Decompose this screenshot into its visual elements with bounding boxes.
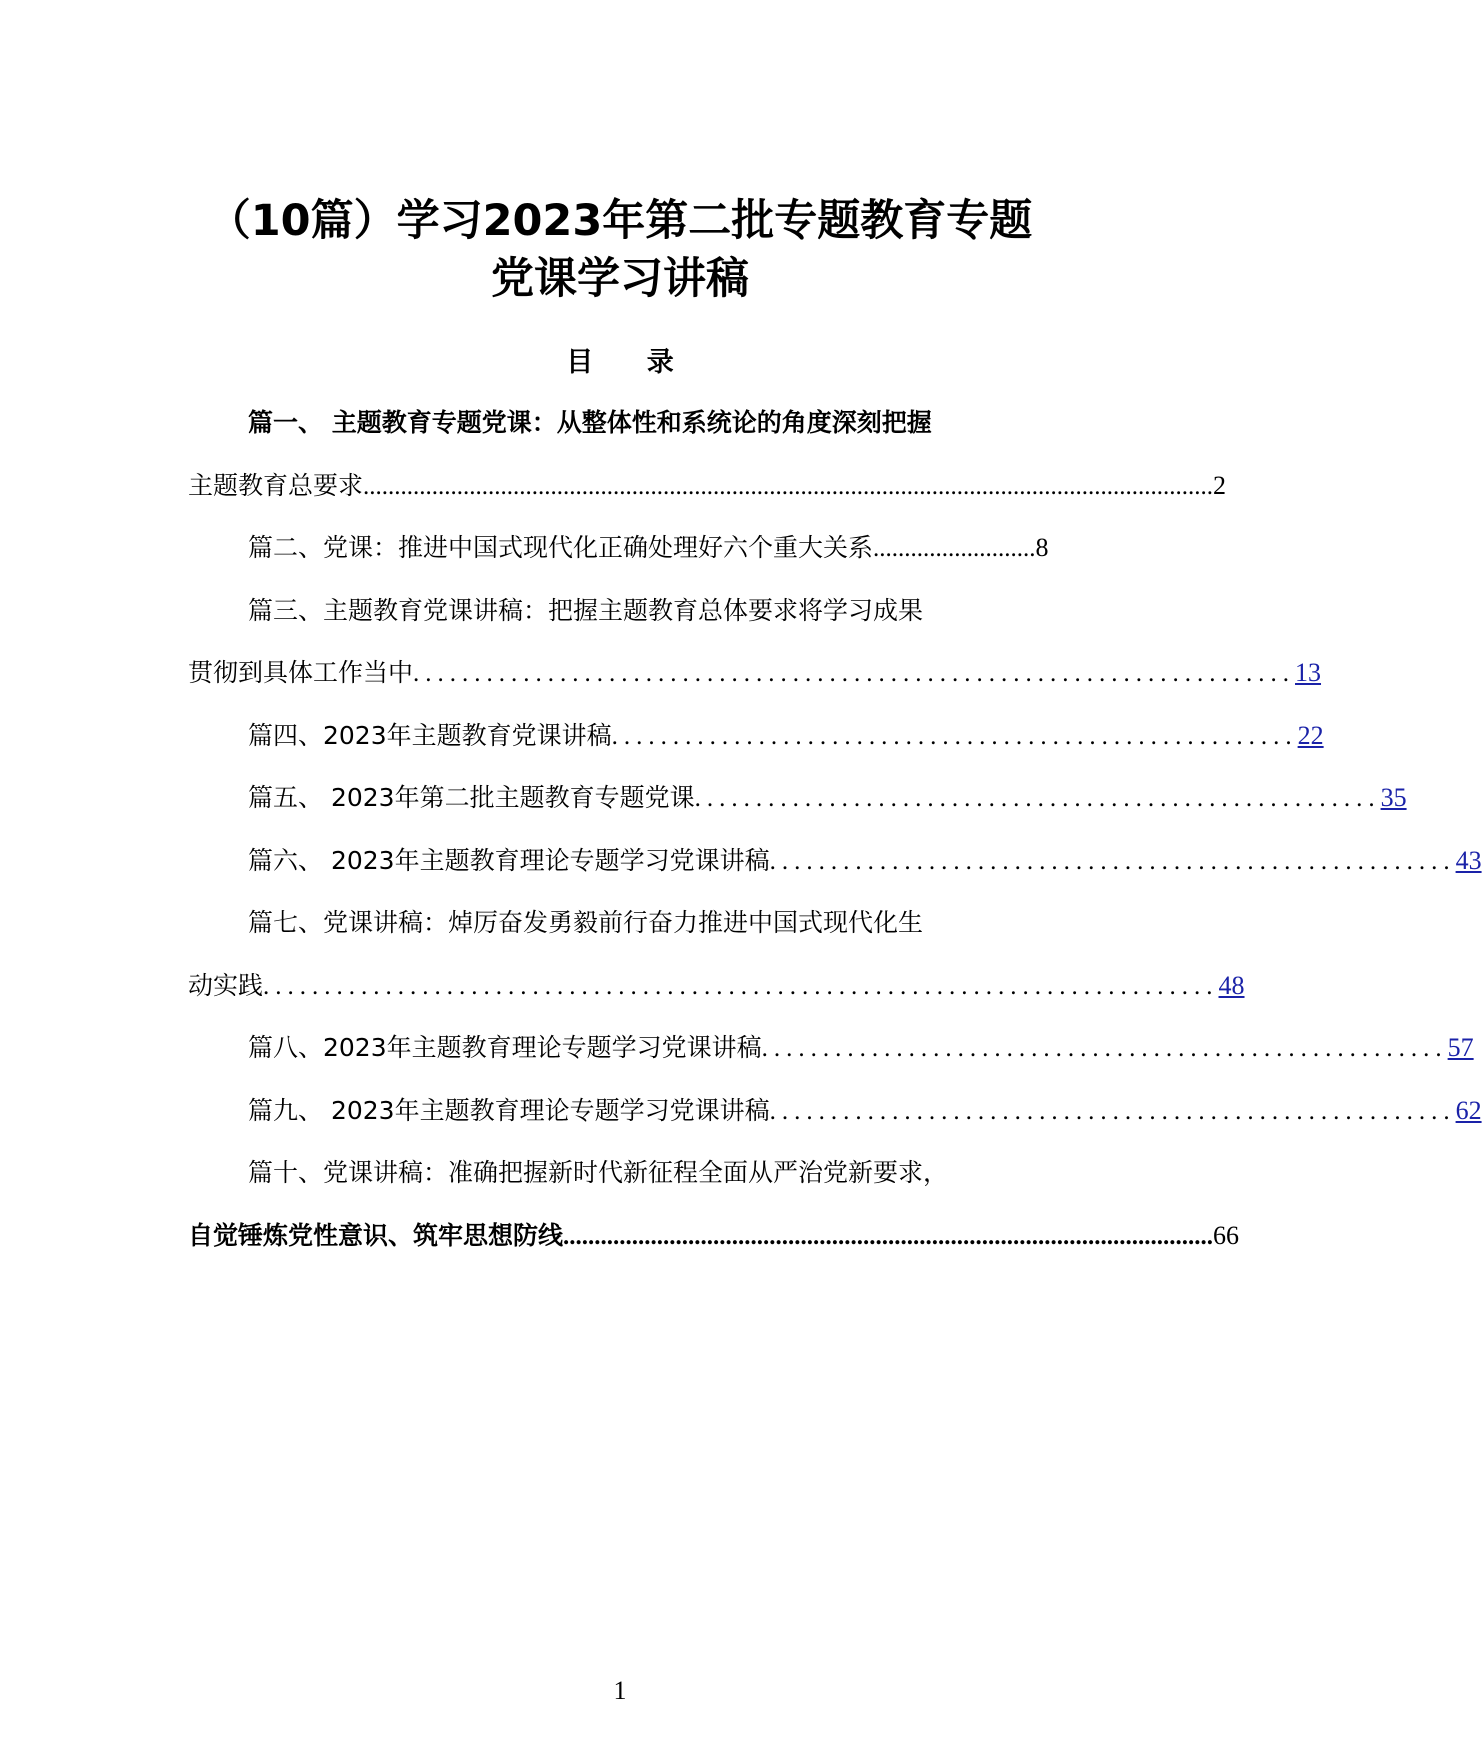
toc-entry-text: 篇一、 主题教育专题党课：从整体性和系统论的角度深刻把握	[248, 408, 932, 437]
toc-page-link[interactable]: 62	[1455, 1096, 1482, 1125]
document-title-line-1: （10篇）学习2023年第二批专题教育专题	[207, 196, 1033, 246]
toc-page-link[interactable]: 48	[1218, 971, 1245, 1000]
toc-entry-3-line-2[interactable]	[188, 653, 1322, 693]
toc-page-link[interactable]: 13	[1295, 658, 1322, 687]
toc-entry-text: 篇三、主题教育党课讲稿：把握主题教育总体要求将学习成果	[248, 596, 924, 625]
document-title-line-2: 党课学习讲稿	[491, 254, 749, 304]
toc-page-link[interactable]: 57	[1447, 1033, 1474, 1062]
toc-entry-text: 篇七、党课讲稿：焯厉奋发勇毅前行奋力推进中国式现代化生	[248, 908, 924, 937]
toc-entry-text: 主题教育总要求	[188, 471, 364, 500]
toc-entry-2[interactable]	[248, 528, 1049, 568]
toc-entry-text: 自觉锤炼党性意识、筑牢思想防线	[188, 1221, 564, 1250]
toc-entry-text: 篇八、2023年主题教育理论专题学习党课讲稿	[248, 1033, 762, 1062]
toc-entry-10-line-1[interactable]	[248, 1153, 1048, 1193]
toc-leader-dots: ........................................................................................................................................	[363, 473, 1214, 500]
toc-entry-text: 篇六、 2023年主题教育理论专题学习党课讲稿	[248, 846, 770, 875]
toc-entry-1-line-1[interactable]	[248, 403, 1038, 443]
toc-entry-text: 动实践	[188, 971, 264, 1000]
toc-entry-text: 篇十、党课讲稿：准确把握新时代新征程全面从严治党新要求，	[248, 1158, 949, 1187]
toc-entry-6[interactable]	[248, 841, 1482, 881]
toc-page-number: 2	[1213, 471, 1227, 500]
toc-entry-8[interactable]	[248, 1028, 1474, 1068]
toc-entry-9[interactable]	[248, 1091, 1482, 1131]
toc-heading: 目 录	[566, 347, 696, 378]
toc-leader-dots: ........................................................	[611, 723, 1298, 750]
toc-leader-dots: ..............................................................................	[263, 973, 1219, 1000]
toc-leader-dots: ........................................................	[694, 785, 1381, 812]
toc-entry-5[interactable]	[248, 778, 1407, 818]
toc-leader-dots: ........................................................................	[413, 660, 1296, 687]
toc-page-link[interactable]: 35	[1380, 783, 1407, 812]
toc-leader-dots: ........................................................	[769, 848, 1456, 875]
toc-page-link[interactable]: 43	[1455, 846, 1482, 875]
toc-entry-4[interactable]	[248, 716, 1324, 756]
toc-entry-text: 篇五、 2023年第二批主题教育专题党课	[248, 783, 695, 812]
toc-page-number: 8	[1035, 533, 1049, 562]
toc-page-link[interactable]: 22	[1297, 721, 1324, 750]
toc-entry-3-line-1[interactable]	[248, 591, 1048, 631]
toc-entry-1-line-2[interactable]	[188, 466, 1227, 506]
toc-entry-text: 篇二、党课：推进中国式现代化正确处理好六个重大关系	[248, 533, 874, 562]
toc-leader-dots: ..........................	[873, 535, 1036, 562]
page-number: 1	[613, 1676, 627, 1705]
toc-leader-dots: ........................................................................................................	[563, 1223, 1214, 1250]
toc-entry-7-line-1[interactable]	[248, 903, 1048, 943]
toc-entry-text: 篇四、2023年主题教育党课讲稿	[248, 721, 612, 750]
toc-entry-10-line-2[interactable]	[188, 1216, 1240, 1256]
toc-leader-dots: ........................................................	[769, 1098, 1456, 1125]
toc-page-number: 66	[1213, 1221, 1240, 1250]
toc-entry-7-line-2[interactable]	[188, 966, 1245, 1006]
toc-entry-text: 篇九、 2023年主题教育理论专题学习党课讲稿	[248, 1096, 770, 1125]
toc-leader-dots: ........................................................	[761, 1035, 1448, 1062]
toc-entry-text: 贯彻到具体工作当中	[188, 658, 414, 687]
